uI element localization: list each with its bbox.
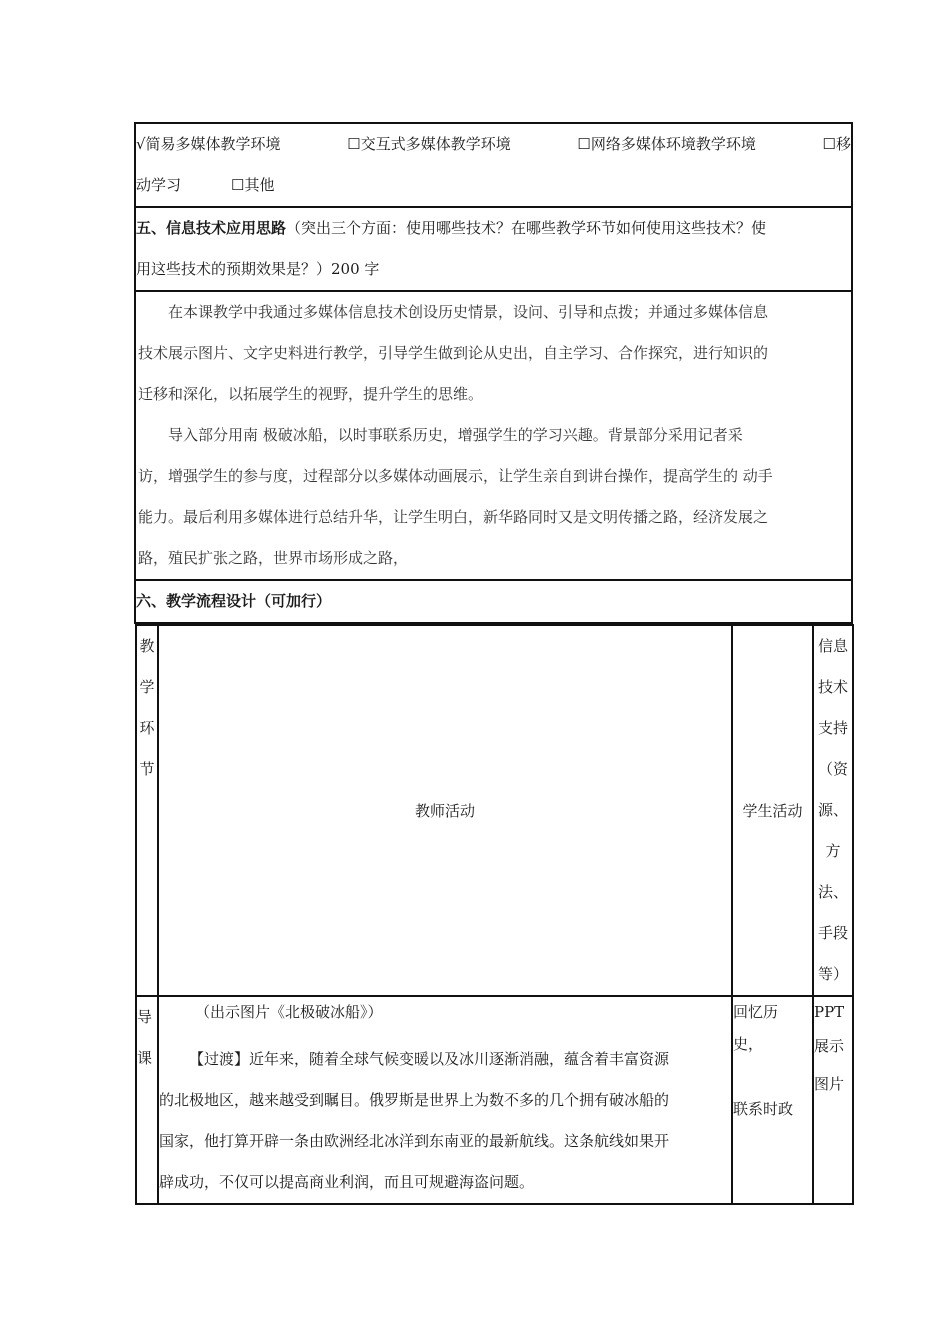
section5-body-cell: [135, 291, 852, 580]
section5-para2: 导入部分用南 极破冰船，以时事联系历史，增强学生的学习兴趣。背景部分采用记者采: [168, 426, 743, 444]
section6-heading: 六、教学流程设计（可加行）: [135, 580, 852, 623]
teaching-environment-cell: [135, 123, 852, 207]
header-teaching-stage: 教 学 环 节: [136, 625, 158, 996]
env-option-mobile-part2: 动学习: [136, 176, 182, 194]
section5-para1: 在本课教学中我通过多媒体信息技术创设历史情景，设问、引导和点拨；并通过多媒体信息: [168, 303, 769, 321]
flow-table-wrapper: [135, 623, 852, 1205]
env-option-other: ☐其他: [231, 176, 275, 194]
env-option-simple-multimedia: √简易多媒体教学环境: [136, 135, 281, 153]
header-teacher-activity: 教师活动: [158, 625, 732, 996]
row-stage-intro: 导 课: [136, 996, 158, 1204]
section5-para1-line2: 技术展示图片、文字史料进行教学，引导学生做到论从史出，自主学习、合作探究，进行知识的: [138, 344, 769, 362]
row-teacher-intro: （出示图片《北极破冰船》） 【过渡】近年来，随着全球气候变暖以及冰川逐渐消融，蕴含着丰富资源 的北极地区，越来越受到瞩目。俄罗斯是世界上为数不多的几个拥有破冰船的 国家，他打算开辟一条由欧洲经北冰洋到东南亚的最新航线。这条航线如果开 辟成功，不仅可以提高商业利润，而且可规避海盗问题。: [158, 996, 732, 1204]
section5-heading-cell: [135, 207, 852, 291]
header-tech-support: 信息 技术 支持 （资 源、 方 法、 手段 等）: [813, 625, 853, 996]
env-option-mobile-part1: ☐移: [822, 135, 851, 153]
env-option-network-multimedia: ☐网络多媒体环境教学环境: [577, 135, 756, 153]
flow-table: [135, 624, 854, 1205]
env-option-interactive-multimedia: ☐交互式多媒体教学环境: [347, 135, 511, 153]
section5-para2-line3: 能力。最后利用多媒体进行总结升华，让学生明白，新华路同时又是文明传播之路，经济发展之: [138, 508, 769, 526]
flow-row-intro: [136, 996, 853, 1204]
section5-para2-line4: 路，殖民扩张之路，世界市场形成之路，: [138, 549, 409, 567]
section5-title: 五、信息技术应用思路: [136, 219, 287, 237]
section5-para1-line3: 迁移和深化，以拓展学生的视野，提升学生的思维。: [138, 385, 484, 403]
lesson-plan-table: [134, 122, 853, 1205]
row-tech-intro: PPT 展示 图片: [813, 996, 853, 1204]
row-student-intro: 回忆历 史， 联系时政: [732, 996, 813, 1204]
section5-para2-line2: 访，增强学生的参与度，过程部分以多媒体动画展示，让学生亲自到讲台操作，提高学生的 动手: [138, 467, 773, 485]
header-student-activity: 学生活动: [732, 625, 813, 996]
section5-title-note: （突出三个方面：使用哪些技术？在哪些教学环节如何使用这些技术？使: [286, 219, 767, 237]
section5-title-note-line2: 用这些技术的预期效果是？）200 字: [136, 260, 380, 278]
flow-header-row: [136, 625, 853, 996]
